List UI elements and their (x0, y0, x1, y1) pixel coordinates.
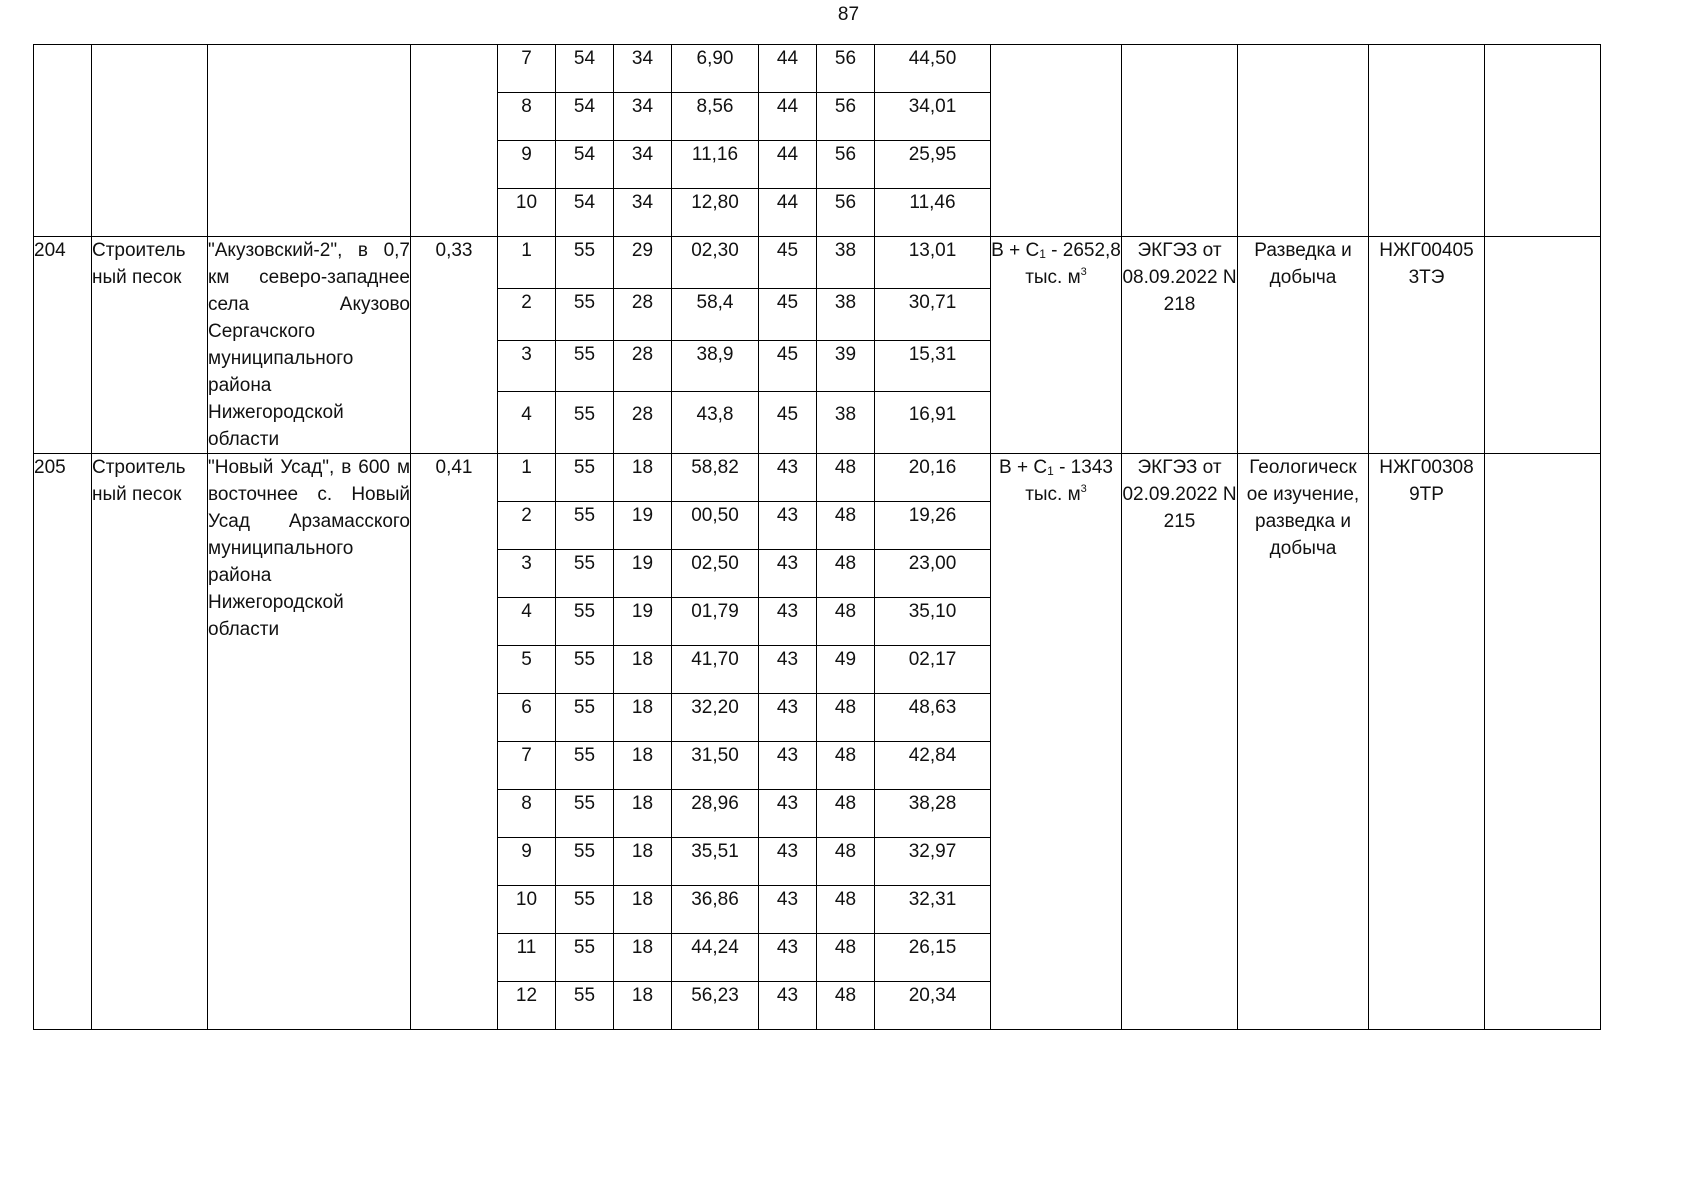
latitude-minutes: 18 (614, 790, 672, 838)
latitude-minutes: 19 (614, 550, 672, 598)
longitude-minutes: 48 (817, 742, 875, 790)
longitude-minutes: 48 (817, 790, 875, 838)
longitude-minutes: 49 (817, 646, 875, 694)
latitude-seconds: 02,50 (672, 550, 759, 598)
expertise-reference: ЭКГЭЗ от 08.09.2022 N 218 (1122, 237, 1238, 454)
longitude-seconds: 38,28 (875, 790, 991, 838)
latitude-minutes: 34 (614, 45, 672, 93)
longitude-degrees: 44 (759, 189, 817, 237)
latitude-degrees: 54 (556, 141, 614, 189)
latitude-degrees: 55 (556, 340, 614, 392)
longitude-seconds: 25,95 (875, 141, 991, 189)
latitude-minutes: 18 (614, 694, 672, 742)
longitude-degrees: 43 (759, 550, 817, 598)
point-number: 3 (498, 340, 556, 392)
longitude-minutes: 48 (817, 838, 875, 886)
point-number: 2 (498, 502, 556, 550)
latitude-minutes: 18 (614, 886, 672, 934)
latitude-seconds: 41,70 (672, 646, 759, 694)
license-number: НЖГ00308 9ТР (1369, 454, 1485, 1030)
point-number: 8 (498, 790, 556, 838)
reserves (991, 454, 1122, 1030)
expertise-reference: ЭКГЭЗ от 02.09.2022 N 215 (1122, 454, 1238, 1030)
latitude-degrees: 55 (556, 982, 614, 1030)
latitude-seconds: 01,79 (672, 598, 759, 646)
latitude-degrees: 55 (556, 550, 614, 598)
latitude-seconds: 35,51 (672, 838, 759, 886)
latitude-seconds: 31,50 (672, 742, 759, 790)
point-number: 9 (498, 838, 556, 886)
longitude-seconds: 32,31 (875, 886, 991, 934)
note (1485, 237, 1601, 454)
continued-area (411, 45, 498, 237)
latitude-minutes: 18 (614, 742, 672, 790)
latitude-minutes: 28 (614, 288, 672, 340)
latitude-minutes: 18 (614, 646, 672, 694)
latitude-degrees: 54 (556, 189, 614, 237)
latitude-degrees: 54 (556, 45, 614, 93)
latitude-seconds: 11,16 (672, 141, 759, 189)
latitude-degrees: 55 (556, 237, 614, 289)
latitude-seconds: 58,4 (672, 288, 759, 340)
longitude-degrees: 43 (759, 790, 817, 838)
latitude-degrees: 55 (556, 288, 614, 340)
longitude-seconds: 13,01 (875, 237, 991, 289)
longitude-minutes: 56 (817, 141, 875, 189)
longitude-seconds: 32,97 (875, 838, 991, 886)
longitude-seconds: 30,71 (875, 288, 991, 340)
longitude-degrees: 43 (759, 886, 817, 934)
latitude-degrees: 55 (556, 742, 614, 790)
longitude-seconds: 19,26 (875, 502, 991, 550)
longitude-degrees: 43 (759, 742, 817, 790)
continued-note (1485, 45, 1601, 237)
usage-purpose: Разведка и добыча (1238, 237, 1369, 454)
latitude-degrees: 55 (556, 598, 614, 646)
reserves (991, 237, 1122, 454)
longitude-degrees: 43 (759, 646, 817, 694)
point-number: 7 (498, 45, 556, 93)
longitude-seconds: 44,50 (875, 45, 991, 93)
reserves-amount: - 1343 тыс. м (1025, 457, 1113, 505)
longitude-minutes: 48 (817, 934, 875, 982)
longitude-seconds: 16,91 (875, 392, 991, 454)
latitude-degrees: 55 (556, 790, 614, 838)
continued-mineral (92, 45, 208, 237)
longitude-minutes: 48 (817, 502, 875, 550)
latitude-seconds: 00,50 (672, 502, 759, 550)
point-number: 9 (498, 141, 556, 189)
mineral-type: Строитель ный песок (92, 237, 208, 454)
longitude-degrees: 44 (759, 45, 817, 93)
reserves-amount: - 2652,8 тыс. м (1025, 240, 1121, 288)
longitude-degrees: 43 (759, 454, 817, 502)
longitude-seconds: 34,01 (875, 93, 991, 141)
latitude-degrees: 55 (556, 838, 614, 886)
latitude-seconds: 38,9 (672, 340, 759, 392)
latitude-seconds: 32,20 (672, 694, 759, 742)
longitude-seconds: 11,46 (875, 189, 991, 237)
latitude-degrees: 55 (556, 694, 614, 742)
longitude-minutes: 48 (817, 886, 875, 934)
longitude-seconds: 48,63 (875, 694, 991, 742)
deposit-location: "Акузовский-2", в 0,7 км северо-западнее села Акузово Сергачского муниципального района Нижегородской области (208, 237, 411, 454)
reserves-category-index: 1 (1039, 247, 1046, 261)
note (1485, 454, 1601, 1030)
latitude-degrees: 55 (556, 886, 614, 934)
latitude-seconds: 8,56 (672, 93, 759, 141)
point-number: 12 (498, 982, 556, 1030)
continued-reserves (991, 45, 1122, 237)
table-row (34, 237, 1601, 289)
point-number: 3 (498, 550, 556, 598)
latitude-degrees: 55 (556, 454, 614, 502)
continued-expertise (1122, 45, 1238, 237)
longitude-minutes: 48 (817, 694, 875, 742)
deposit-registry-table (33, 44, 1601, 1030)
latitude-seconds: 43,8 (672, 392, 759, 454)
license-number: НЖГ00405 3ТЭ (1369, 237, 1485, 454)
longitude-degrees: 43 (759, 838, 817, 886)
usage-purpose: Геологическ ое изучение, разведка и добыча (1238, 454, 1369, 1030)
point-number: 1 (498, 237, 556, 289)
deposit-area: 0,41 (411, 454, 498, 1030)
latitude-minutes: 18 (614, 454, 672, 502)
continued-number (34, 45, 92, 237)
point-number: 5 (498, 646, 556, 694)
latitude-minutes: 18 (614, 934, 672, 982)
latitude-minutes: 19 (614, 502, 672, 550)
registry-body (34, 45, 1601, 1030)
latitude-minutes: 34 (614, 141, 672, 189)
longitude-degrees: 43 (759, 694, 817, 742)
longitude-minutes: 48 (817, 454, 875, 502)
point-number: 1 (498, 454, 556, 502)
latitude-seconds: 02,30 (672, 237, 759, 289)
reserves-unit-power: 3 (1080, 483, 1087, 495)
longitude-degrees: 43 (759, 934, 817, 982)
latitude-minutes: 29 (614, 237, 672, 289)
longitude-minutes: 38 (817, 237, 875, 289)
point-number: 11 (498, 934, 556, 982)
latitude-degrees: 55 (556, 934, 614, 982)
continued-license (1369, 45, 1485, 237)
latitude-minutes: 28 (614, 340, 672, 392)
longitude-degrees: 43 (759, 982, 817, 1030)
point-number: 7 (498, 742, 556, 790)
point-number: 4 (498, 598, 556, 646)
latitude-degrees: 55 (556, 392, 614, 454)
continued-location (208, 45, 411, 237)
longitude-minutes: 38 (817, 288, 875, 340)
longitude-minutes: 56 (817, 93, 875, 141)
latitude-minutes: 18 (614, 982, 672, 1030)
longitude-minutes: 56 (817, 45, 875, 93)
latitude-minutes: 28 (614, 392, 672, 454)
longitude-seconds: 20,34 (875, 982, 991, 1030)
longitude-degrees: 45 (759, 392, 817, 454)
longitude-minutes: 38 (817, 392, 875, 454)
point-number: 6 (498, 694, 556, 742)
latitude-seconds: 28,96 (672, 790, 759, 838)
longitude-seconds: 42,84 (875, 742, 991, 790)
longitude-seconds: 20,16 (875, 454, 991, 502)
table-row (34, 454, 1601, 502)
latitude-minutes: 34 (614, 93, 672, 141)
reserves-unit-power: 3 (1080, 266, 1087, 278)
latitude-minutes: 19 (614, 598, 672, 646)
latitude-seconds: 6,90 (672, 45, 759, 93)
latitude-seconds: 36,86 (672, 886, 759, 934)
entry-number: 204 (34, 237, 92, 454)
longitude-minutes: 48 (817, 598, 875, 646)
reserves-category: B + C (991, 240, 1040, 261)
reserves-category-index: 1 (1047, 464, 1054, 478)
deposit-area: 0,33 (411, 237, 498, 454)
longitude-degrees: 44 (759, 141, 817, 189)
longitude-degrees: 44 (759, 93, 817, 141)
longitude-seconds: 35,10 (875, 598, 991, 646)
mineral-type: Строитель ный песок (92, 454, 208, 1030)
latitude-seconds: 12,80 (672, 189, 759, 237)
latitude-minutes: 34 (614, 189, 672, 237)
point-number: 10 (498, 189, 556, 237)
table-row (34, 45, 1601, 93)
point-number: 10 (498, 886, 556, 934)
latitude-seconds: 58,82 (672, 454, 759, 502)
latitude-seconds: 44,24 (672, 934, 759, 982)
longitude-seconds: 02,17 (875, 646, 991, 694)
longitude-minutes: 48 (817, 982, 875, 1030)
point-number: 2 (498, 288, 556, 340)
latitude-degrees: 54 (556, 93, 614, 141)
longitude-degrees: 45 (759, 237, 817, 289)
latitude-minutes: 18 (614, 838, 672, 886)
reserves-category: B + C (999, 457, 1048, 478)
latitude-degrees: 55 (556, 646, 614, 694)
deposit-location: "Новый Усад", в 600 м восточнее с. Новый Усад Арзамасского муниципального района Нижегородской области (208, 454, 411, 1030)
point-number: 4 (498, 392, 556, 454)
longitude-degrees: 43 (759, 598, 817, 646)
longitude-degrees: 45 (759, 288, 817, 340)
longitude-degrees: 43 (759, 502, 817, 550)
longitude-minutes: 48 (817, 550, 875, 598)
longitude-degrees: 45 (759, 340, 817, 392)
longitude-minutes: 39 (817, 340, 875, 392)
point-number: 8 (498, 93, 556, 141)
continued-purpose (1238, 45, 1369, 237)
latitude-seconds: 56,23 (672, 982, 759, 1030)
page-number: 87 (837, 4, 860, 25)
longitude-minutes: 56 (817, 189, 875, 237)
longitude-seconds: 15,31 (875, 340, 991, 392)
longitude-seconds: 26,15 (875, 934, 991, 982)
longitude-seconds: 23,00 (875, 550, 991, 598)
entry-number: 205 (34, 454, 92, 1030)
latitude-degrees: 55 (556, 502, 614, 550)
